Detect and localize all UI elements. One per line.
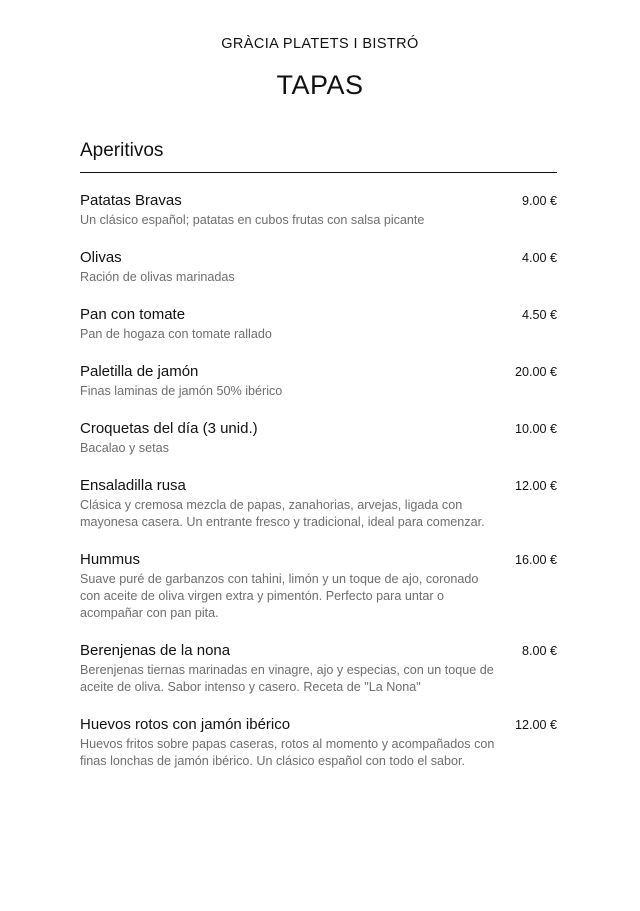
item-price: 9.00 € <box>521 194 557 208</box>
section-title: Aperitivos <box>80 140 557 173</box>
item-description: Suave puré de garbanzos con tahini, limón y un toque de ajo, coronado con aceite de oliva virgen extra y pimentón. Perfecto para untar o acompañar con pan pita. <box>80 572 479 620</box>
item-price: 20.00 € <box>514 365 557 379</box>
item-description: Finas laminas de jamón 50% ibérico <box>80 384 283 398</box>
item-name: Paletilla de jamón <box>80 363 199 380</box>
item-description: Pan de hogaza con tomate rallado <box>80 327 272 341</box>
menu-item <box>80 551 557 622</box>
item-price: 4.50 € <box>521 308 557 322</box>
item-name: Ensaladilla rusa <box>80 477 186 494</box>
restaurant-name: GRÀCIA PLATETS I BISTRÓ <box>221 36 419 52</box>
menu-title: TAPAS <box>276 70 364 100</box>
item-price: 8.00 € <box>521 644 557 658</box>
menu-item <box>80 192 557 229</box>
item-description: Clásica y cremosa mezcla de papas, zanahorias, arvejas, ligada con mayonesa casera. Un entrante fresco y tradicional, ideal para comenzar. <box>80 498 485 529</box>
item-description: Bacalao y setas <box>80 441 169 455</box>
item-description: Huevos fritos sobre papas caseras, rotos al momento y acompañados con finas lonchas de jamón ibérico. Un clásico español con todo el sabor. <box>80 737 495 768</box>
menu-items-list <box>80 192 557 770</box>
item-name: Olivas <box>80 249 122 266</box>
item-name: Hummus <box>80 551 141 568</box>
item-name: Patatas Bravas <box>80 192 182 209</box>
menu-item <box>80 716 557 770</box>
item-price: 4.00 € <box>521 251 557 265</box>
menu-item <box>80 306 557 343</box>
menu-item <box>80 249 557 286</box>
menu-item <box>80 477 557 531</box>
item-name: Croquetas del día (3 unid.) <box>80 420 258 437</box>
item-description: Ración de olivas marinadas <box>80 270 235 284</box>
item-price: 16.00 € <box>514 553 557 567</box>
item-price: 12.00 € <box>514 718 557 732</box>
item-price: 12.00 € <box>514 479 557 493</box>
section-aperitivos <box>80 140 557 790</box>
item-description: Un clásico español; patatas en cubos frutas con salsa picante <box>80 213 425 227</box>
menu-item <box>80 420 557 457</box>
item-name: Huevos rotos con jamón ibérico <box>80 716 291 733</box>
menu-item <box>80 642 557 696</box>
item-description: Berenjenas tiernas marinadas en vinagre, ajo y especias, con un toque de aceite de oliva. Sabor intenso y casero. Receta de "La Nona" <box>80 663 494 694</box>
item-name: Berenjenas de la nona <box>80 642 231 659</box>
menu-item <box>80 363 557 400</box>
item-price: 10.00 € <box>514 422 557 436</box>
item-name: Pan con tomate <box>80 306 186 323</box>
